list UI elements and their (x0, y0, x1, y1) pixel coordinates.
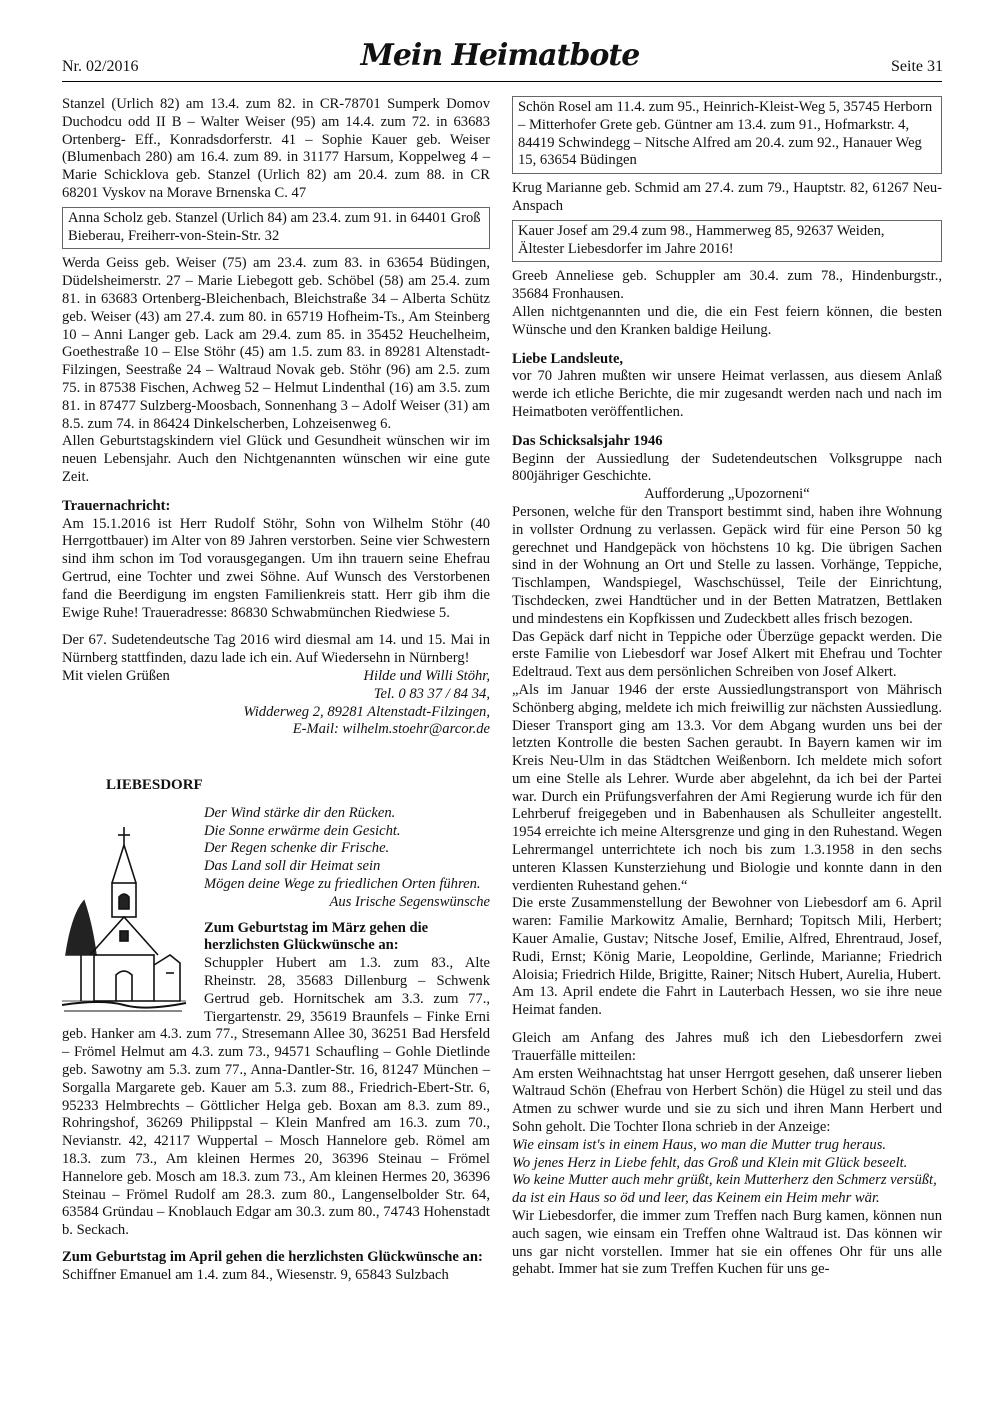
aufforderung-text: Personen, welche für den Transport bestimmt sind, haben ihre Wohnung in vollster Ordnung zu verlassen. Gepäck wird für eine Person 50 kg gerechnet und Handgepäck von höchstens 10 kg. Die übrigen Sachen sind in der Wohnung an Ort und Stelle zu lassen. Vorhänge, Teppiche, Tischlampen, Wandspiegel, Waschschüssel, Teile der Einrichtung, Tischdecken, zwei Handtücher und in der Betten Matratzen, Bettlaken und mindestens ein Kopfkissen und Zudeckbett alles frisch bezogen. (512, 503, 942, 627)
poem-line-5: Mögen deine Wege zu friedlichen Orten führen. (204, 876, 481, 893)
verse-line-2: Wo jenes Herz in Liebe fehlt, das Groß und Klein mit Glück beseelt. (512, 1154, 908, 1171)
poem-line-3: Der Regen schenke dir Frische. (204, 840, 390, 857)
gepaeck-text: Das Gepäck darf nicht in Teppiche oder Überzüge gepackt werden. Die erste Familie von Liebesdorf war Josef Alkert mit Ehefrau und Tochter Edeltraud. Text aus dem persönlichen Schreiben von Josef Alkert. (512, 628, 942, 681)
birthday-krug: Krug Marianne geb. Schmid am 27.4. zum 79., Hauptstr. 82, 61267 Neu-Anspach (512, 180, 942, 214)
birthday-box-anna-text: Anna Scholz geb. Stanzel (Urlich 84) am 23.4. zum 91. in 64401 Groß Bieberau, Freiherr-von-Stein-Str. 32 (68, 209, 481, 244)
greeting: Mit vielen Grüßen (62, 667, 170, 684)
verse-line-4: da ist ein Haus so öd und leer, das Keinem ein Heim mehr wär. (512, 1190, 880, 1207)
page-number: Seite 31 (891, 58, 943, 75)
trauerfaelle-intro: Gleich am Anfang des Jahres muß ich den Liebesdorfern zwei Trauerfälle mitteilen: (512, 1030, 942, 1064)
poem-line-4: Das Land soll dir Heimat sein (204, 858, 381, 875)
schicksalsjahr-text: Beginn der Aussiedlung der Sudetendeutschen Volksgruppe nach 800jähriger Geschichte. (512, 450, 942, 485)
landsleute-heading: Liebe Landsleute, (512, 350, 624, 367)
waltraud-text: Am ersten Weihnachtstag hat unser Herrgott gesehen, daß unserer lieben Waltraud Schön (Ehefrau von Herbert Schön) die Hügel zu steil und das Atmen zu schwer wurde und sie zu sich und ihren Mann Herbert und Sohn geholt. Die Tochter Ilona schrieb in der Anzeige: (512, 1065, 942, 1136)
masthead-title: Mein Heimatbote (360, 38, 640, 73)
birthday-wishes: Allen Geburtstagskindern viel Glück und Gesundheit wünschen wir im neuen Lebensjahr. Auch den Nichtgenannten wünschen wir eine gute Zeit. (62, 433, 490, 485)
birthday-box-rosel (512, 96, 942, 174)
church-illustration (62, 805, 186, 1017)
right-column (512, 96, 942, 1279)
verse-line-1: Wie einsam ist's in einem Haus, wo man die Mutter trug heraus. (512, 1136, 887, 1153)
left-column (62, 96, 490, 1285)
issue-number: Nr. 02/2016 (62, 58, 139, 75)
march-heading: Zum Geburtstag im März gehen die herzlichsten Glückwünsche an: (204, 919, 429, 954)
trauer-heading: Trauernachricht: (62, 497, 171, 514)
birthday-box-kauer-line-1: Kauer Josef am 29.4 zum 98., Hammerweg 85, 92637 Weiden, (518, 222, 885, 239)
birthday-greeb: Greeb Anneliese geb. Schuppler am 30.4. zum 78., Hindenburgstr., 35684 Fronhausen. (512, 268, 942, 303)
memorial-verse (512, 1137, 942, 1208)
signature-names: Hilde und Willi Stöhr, (363, 667, 490, 684)
birthday-box-rosel-text: Schön Rosel am 11.4. zum 95., Heinrich-Kleist-Weg 5, 35745 Herborn – Mitterhofer Grete geb. Güntner am 13.4. zum 91., Hofmarkstr. 4, 84419 Schwindegg – Nitsche Alfred am 20.4. zum 92., Hanauer Weg 15, 63654 Büdingen (518, 99, 933, 169)
residents-list: Die erste Zusammenstellung der Bewohner von Liebesdorf am 6. April waren: Familie Markowitz Amalie, Bernhard; Topitsch Mili, Herbert; Kauer Amalie, Gustav; Nitsche Josef, Emilie, Alfred, Ehrentraud, Josef, Rudi, Ernst; König Marie, Leopoldine, Gerlinde, Marianne; Friedrich Aloisia; Friedrich Hilde, Brigitte, Rainer; Nitsch Hubert, Aurelia, Hubert. (512, 895, 942, 983)
right-wishes: Allen nichtgenannten und die, die ein Fest feiern können, die besten Wünsche und den Kranken baldige Heilung. (512, 303, 942, 338)
verse-line-3: Wo keine Mutter auch mehr grüßt, kein Mutterherz den Schmerz versüßt, (512, 1172, 937, 1189)
march-birthdays: Schuppler Hubert am 1.3. zum 83., Alte Rheinstr. 28, 35683 Dillenburg – Schwenk Gertrud geb. Hornitschek am 3.3. zum 77., Tiergartenstr. 29, 35619 Braunfels – Finke Erni geb. Hanker am 4.3. zum 77., Stresemann Allee 30, 36251 Bad Hersfeld – Frömel Helmut am 4.3. zum 73., 94571 Schaufling – Gohle Dietlinde geb. Sawotny am 5.3. zum 77., Anna-Dantler-Str. 16, 81247 München – Sorgalla Margarete geb. Kauer am 5.3. zum 88., Friedrich-Ebert-Str. 6, 95233 Helmbrechts – Göttlicher Helga geb. Boxan am 8.3. zum 89., Rohringshof, 36269 Philippstal – Klein Manfred am 16.3. zum 70., Nevianstr. 42, 42117 Wuppertal – Mosch Hannelore geb. Römel am 18.3. zum 73., Am kleinen Hermes 20, 36396 Steinau – Frömel Hannelore geb. Mosch am 18.3. zum 73., Am kleinen Hermes 20, 36396 Steinau – Frömel Rudolf am 28.3. zum 80., Langenselbolder Str. 64, 63584 Gründau – Knoblauch Edgar am 30.3. zum 80., 74743 Hohenstadt b. Seckach. (62, 955, 490, 1239)
trauer-text: Am 15.1.2016 ist Herr Rudolf Stöhr, Sohn von Wilhelm Stöhr (40 Herrgottbauer) im Alter von 89 Jahren verstorben. Seine vier Schwestern sind ihm schon im Tod vorausgegangen. Um ihn trauern seine Ehefrau Gertrud, eine Tochter und zwei Söhne. Auf Wunsch des Verstorbenen fand die Beerdigung im engsten Familienkreis statt. Herr gib ihm die Ewige Ruhe! Traueradresse: 86830 Schwabmünchen Riedwiese 5. (62, 515, 490, 621)
april-birthdays: Schiffner Emanuel am 1.4. zum 84., Wiesenstr. 9, 65843 Sulzbach (62, 1266, 449, 1283)
page-header (0, 0, 1000, 82)
header-rule (62, 81, 942, 82)
birthday-box-anna (62, 207, 490, 250)
closing-text: Wir Liebesdorfer, die immer zum Treffen nach Burg kamen, können nun auch sagen, wie einsam ein Treffen ohne Waltraud ist. Das können wir uns gar nicht vorstellen. Immer hat sie ein offenes Ohr für uns alle gehabt. Immer hat sie zum Treffen Kuchen für uns ge- (512, 1208, 942, 1278)
signature-block (62, 668, 490, 739)
birthday-box-kauer-line-2: Ältester Liebesdorfer im Jahre 2016! (518, 240, 734, 257)
aufforderung-title: Aufforderung „Upozorneni“ (644, 486, 810, 503)
birthday-list-2: Werda Geiss geb. Weiser (75) am 23.4. zum 83. in 63654 Büdingen, Düdelsheimerstr. 27 – Marie Liebegott geb. Schöbel (58) am 25.4. zum 81. in 63683 Ortenberg-Bleichenbach, Bleichstraße 34 – Alberta Schütz geb. Weiser (43) am 27.4. zum 80. in 65719 Hofheim-Ts., Am Steinberg 10 – Anni Langer geb. Lack am 29.4. zum 85. in 35452 Heuchelheim, Goethestraße 10 – Else Stöhr (45) am 1.5. zum 83. in 89281 Altenstadt-Filzingen, Seestraße 24 – Waltraud Novak geb. Stöhr (96) am 2.5. zum 75. in 87538 Fischen, Achweg 52 – Helmut Lindenthal (16) am 3.5. zum 81. in 87477 Sulzberg-Moosbach, Sonnenhang 3 – Adolf Weiser (31) am 8.5. zum 74. in 86424 Dinkelscherben, Lohzeisenweg 6. (62, 255, 490, 432)
poem-line-1: Der Wind stärke dir den Rücken. (204, 804, 396, 821)
schicksalsjahr-heading: Das Schicksalsjahr 1946 (512, 432, 663, 449)
birthday-box-kauer (512, 220, 942, 263)
alkert-report: „Als im Januar 1946 der erste Aussiedlungstransport von Mährisch Schönberg abging, meldete ich mich freiwillig zur nächsten Aussiedlung. Dieser Transport ging am 13.3. Vor dem Abgang wurden uns bei der letzten Kontrolle die besten Sachen geraubt. In Bayern kamen wir im Kreis Neu-Ulm in das Städtchen Weißenborn. Ich meldete mich sofort um eine Stelle als Lehrer. Wurde aber abgelehnt, da ich bei der Partei war. Durch ein Prüfungsverfahren der Ami Regierung wurde ich für den Lehrberuf freigegeben und in Babenhausen als Schulleiter angestellt. 1954 erreichte ich meine Altersgrenze und ging in den Ruhestand. Wegen Lehrermangel unterrichtete ich noch bis zum 1.3.1958 in den sechs unteren Klassen Kunsterziehung und Biologie und konnte dann in den verdienten Ruhestand gehen.“ (512, 681, 942, 894)
sudetendeutscher-tag: Der 67. Sudetendeutsche Tag 2016 wird diesmal am 14. und 15. Mai in Nürnberg stattfinden, dazu lade ich ein. Auf Wiedersehn in Nürnberg! (62, 632, 490, 667)
signature-phone: Tel. 0 83 37 / 84 34, (373, 685, 490, 702)
birthday-list-1: Stanzel (Urlich 82) am 13.4. zum 82. in CR-78701 Sumperk Domov Duchodcu odd II B – Walter Weiser (95) am 14.4. zum 72. in 63683 Ortenberg- Eff., Konradsdorferstr. 41 – Sophie Kauer geb. Weiser (Blumenbach 280) am 16.4. zum 89. in 31177 Harsum, Koppelweg 4 – Marie Schicklova geb. Stanzel (Urlich 82) am 20.4. zum 88. in CR 68201 Vyskov na Morave Brnenska C. 47 (62, 96, 490, 201)
signature-address: Widderweg 2, 89281 Altenstadt-Filzingen, (243, 703, 490, 720)
liebesdorf-heading: LIEBESDORF (106, 777, 203, 794)
signature-email: E-Mail: wilhelm.stoehr@arcor.de (292, 721, 490, 738)
landsleute-text: vor 70 Jahren mußten wir unsere Heimat verlassen, aus diesem Anlaß werde ich etliche Berichte, die mir zugesandt werden nach und nach im Heimatboten veröffentlichen. (512, 368, 942, 420)
journey-end: Am 13. April endete die Fahrt in Lauterbach Hessen, wo sie ihre neue Heimat fanden. (512, 984, 942, 1019)
april-heading: Zum Geburtstag im April gehen die herzlichsten Glückwünsche an: (62, 1249, 483, 1266)
poem-line-2: Die Sonne erwärme dein Gesicht. (204, 822, 401, 839)
poem-source: Aus Irische Segenswünsche (329, 893, 490, 910)
